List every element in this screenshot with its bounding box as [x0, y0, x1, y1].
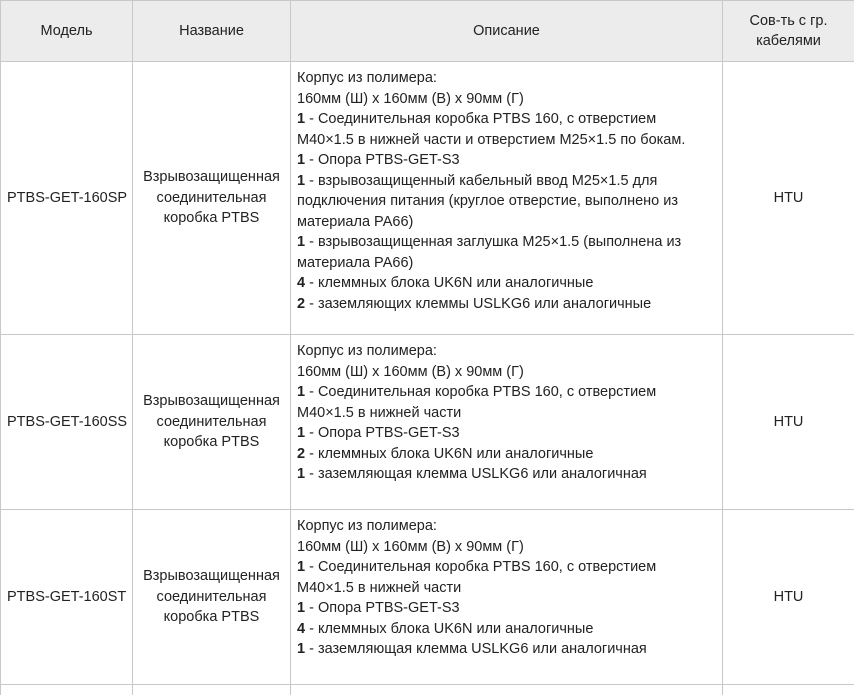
item-quantity: 1 — [297, 425, 305, 441]
name-line: коробка PTBS — [133, 208, 290, 229]
description-item-line — [297, 294, 716, 315]
name-line: коробка PTBS — [133, 607, 290, 628]
item-text: материала РА66) — [297, 255, 413, 271]
item-text: М40×1.5 в нижней части и отверстием М25×1.5 по бокам. — [297, 132, 685, 148]
cell-description — [291, 335, 723, 510]
name-line: Взрывозащищенная — [133, 391, 290, 412]
description-item-line — [297, 639, 716, 660]
header-row — [1, 1, 854, 62]
cell-compat: HTU — [723, 510, 854, 685]
description-intro-line: 160мм (Ш) x 160мм (В) x 90мм (Г) — [297, 362, 716, 383]
name-line: соединительная — [133, 587, 290, 608]
item-text: - Опора PTBS-GET-S3 — [305, 425, 460, 441]
item-text: - заземляющая клемма USLKG6 или аналогичная — [305, 641, 647, 657]
item-text: подключения питания (круглое отверстие, выполнено из — [297, 193, 678, 209]
item-text: - клеммных блока UK6N или аналогичные — [305, 446, 593, 462]
item-text: - клеммных блока UK6N или аналогичные — [305, 275, 593, 291]
description-item-line — [297, 130, 716, 151]
cell-description — [291, 62, 723, 335]
partial-cell — [723, 685, 854, 695]
name-line: коробка PTBS — [133, 432, 290, 453]
description-item-line — [297, 212, 716, 233]
item-text: - взрывозащищенная заглушка М25×1.5 (выполнена из — [305, 234, 681, 250]
cell-name — [133, 62, 291, 335]
item-text: - Соединительная коробка PTBS 160, с отверстием — [305, 559, 656, 575]
cell-model: PTBS-GET-160ST — [1, 510, 133, 685]
item-quantity: 1 — [297, 152, 305, 168]
description-intro-line: Корпус из полимера: — [297, 516, 716, 537]
description-intro-line: 160мм (Ш) x 160мм (В) x 90мм (Г) — [297, 89, 716, 110]
item-quantity: 4 — [297, 621, 305, 637]
header-compat — [723, 1, 854, 62]
header-description: Описание — [291, 1, 723, 62]
cell-description — [291, 510, 723, 685]
description-item-line — [297, 464, 716, 485]
description-item-line — [297, 619, 716, 640]
item-text: - заземляющих клеммы USLKG6 или аналогичные — [305, 296, 651, 312]
description-item-line — [297, 423, 716, 444]
item-quantity: 1 — [297, 466, 305, 482]
cell-compat: HTU — [723, 335, 854, 510]
item-text: - Соединительная коробка PTBS 160, с отверстием — [305, 111, 656, 127]
item-quantity: 1 — [297, 234, 305, 250]
item-text: - взрывозащищенный кабельный ввод М25×1.5 для — [305, 173, 657, 189]
item-text: - клеммных блока UK6N или аналогичные — [305, 621, 593, 637]
cell-model: PTBS-GET-160SS — [1, 335, 133, 510]
description-item-line — [297, 578, 716, 599]
description-item-line — [297, 232, 716, 253]
item-text: - Соединительная коробка PTBS 160, с отверстием — [305, 384, 656, 400]
cell-name — [133, 510, 291, 685]
name-line: Взрывозащищенная — [133, 566, 290, 587]
description-item-line — [297, 191, 716, 212]
description-item-line — [297, 273, 716, 294]
description-item-line — [297, 150, 716, 171]
cell-name — [133, 335, 291, 510]
item-quantity: 1 — [297, 600, 305, 616]
item-quantity: 1 — [297, 111, 305, 127]
description-item-line — [297, 444, 716, 465]
table-row — [1, 62, 854, 335]
item-quantity: 2 — [297, 296, 305, 312]
description-item-line — [297, 403, 716, 424]
description-item-line — [297, 557, 716, 578]
item-quantity: 1 — [297, 384, 305, 400]
name-line: соединительная — [133, 412, 290, 433]
header-model: Модель — [1, 1, 133, 62]
description-item-line — [297, 253, 716, 274]
description-item-line — [297, 109, 716, 130]
item-text: М40×1.5 в нижней части — [297, 405, 461, 421]
description-intro-line: Корпус из полимера: — [297, 68, 716, 89]
item-text: - заземляющая клемма USLKG6 или аналогичная — [305, 466, 647, 482]
item-text: материала РА66) — [297, 214, 413, 230]
header-name: Название — [133, 1, 291, 62]
partial-cell — [1, 685, 133, 695]
description-item-line — [297, 382, 716, 403]
cell-compat: HTU — [723, 62, 854, 335]
table-row — [1, 335, 854, 510]
header-compat-line: кабелями — [723, 31, 854, 52]
cell-model: PTBS-GET-160SP — [1, 62, 133, 335]
partial-cell — [133, 685, 291, 695]
description-intro-line: 160мм (Ш) x 160мм (В) x 90мм (Г) — [297, 537, 716, 558]
description-item-line — [297, 598, 716, 619]
partial-cell — [291, 685, 723, 695]
item-quantity: 4 — [297, 275, 305, 291]
item-quantity: 1 — [297, 559, 305, 575]
item-text: - Опора PTBS-GET-S3 — [305, 600, 460, 616]
description-item-line — [297, 171, 716, 192]
name-line: Взрывозащищенная — [133, 167, 290, 188]
name-line: соединительная — [133, 188, 290, 209]
header-compat-line: Сов-ть с гр. — [723, 11, 854, 32]
item-text: - Опора PTBS-GET-S3 — [305, 152, 460, 168]
item-text: М40×1.5 в нижней части — [297, 580, 461, 596]
item-quantity: 1 — [297, 641, 305, 657]
table-row — [1, 510, 854, 685]
item-quantity: 2 — [297, 446, 305, 462]
description-intro-line: Корпус из полимера: — [297, 341, 716, 362]
table-row-partial — [1, 685, 854, 695]
item-quantity: 1 — [297, 173, 305, 189]
